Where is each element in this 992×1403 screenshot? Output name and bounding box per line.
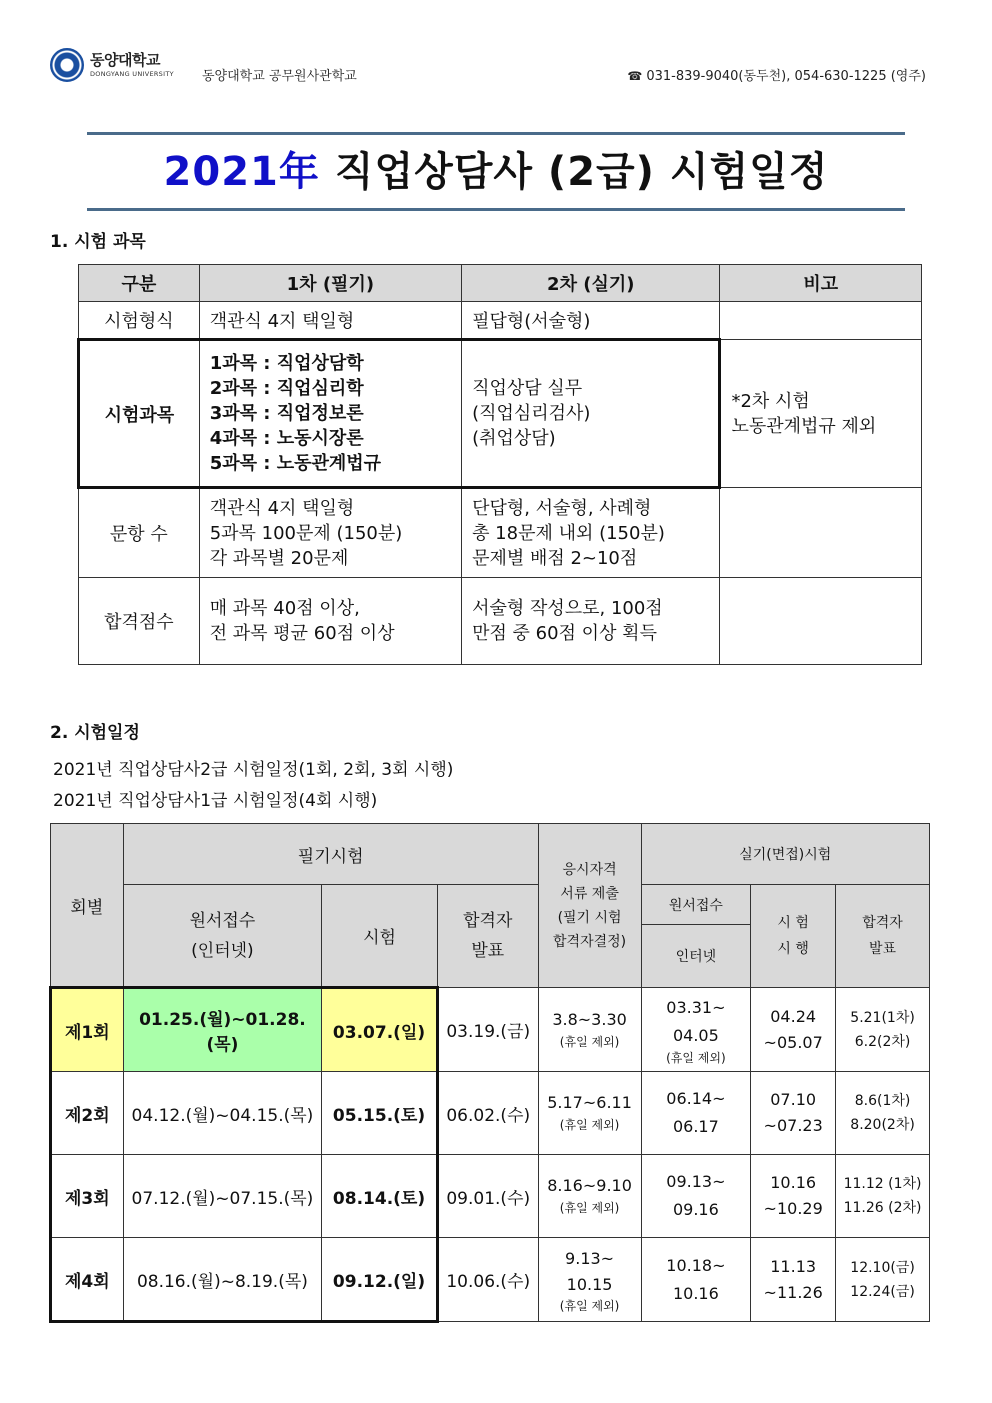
cell-line: 10.18~ [666, 1255, 726, 1275]
subject-list-cell [199, 340, 461, 488]
cell-line: 6.2(2차) [854, 1033, 911, 1050]
cell-note: (휴일 제외) [666, 1050, 726, 1065]
title-bottom-rule [87, 208, 905, 211]
cell-line: 서술형 작성으로, 100점 [472, 598, 663, 619]
pass-cell: 06.02.(수) [437, 1072, 538, 1155]
practical-pass-cell [836, 1155, 930, 1238]
cell-line: ~10.29 [763, 1199, 823, 1218]
first-exam-cell [199, 578, 461, 665]
header-line: 원서접수 [189, 910, 256, 931]
page-title [0, 140, 992, 197]
column-header: 2차 (실기) [462, 265, 720, 302]
table-row [79, 302, 922, 340]
subject-item: 4과목 : 노동시장론 [209, 428, 364, 449]
practical-apply-cell [641, 988, 751, 1072]
cell-line: 각 과목별 20문제 [209, 547, 349, 569]
header-line: 발표 [471, 941, 505, 961]
note-cell [720, 488, 922, 578]
cell-line: 만점 중 60점 이상 획득 [472, 623, 657, 644]
practical-exam-header: 실기(면접)시험 [641, 824, 929, 885]
schedule-note-grade2: 2021년 직업상담사2급 시험일정(1회, 2회, 3회 시행) [53, 760, 454, 780]
cell-line: 06.14~ [666, 1089, 726, 1108]
exam-date-cell: 03.07.(일) [322, 988, 438, 1072]
header-line: 응시자격 [562, 861, 617, 878]
practical-pass-cell [836, 988, 930, 1072]
cell-line: 문제별 배점 2~10점 [472, 547, 638, 569]
subject-item: 1과목 : 직업상담학 [209, 353, 364, 374]
second-exam-cell [462, 578, 720, 665]
cell-line: 04.05 [672, 1025, 719, 1045]
cell-line: 8.20(2차) [850, 1117, 915, 1133]
cell-line: 07.10 [770, 1090, 817, 1109]
header-line: 합격자 [862, 915, 903, 931]
round-cell: 제4회 [51, 1238, 124, 1322]
cell-line: 06.17 [672, 1117, 719, 1136]
apply-cell: 07.12.(월)~07.15.(목) [123, 1155, 321, 1238]
cell-line: 11.13 [770, 1256, 817, 1276]
note-cell [720, 578, 922, 665]
pass-header [437, 885, 538, 988]
cell-line: 09.13~ [666, 1172, 726, 1191]
cell-line: 매 과목 40점 이상, [209, 598, 360, 619]
cell-line: 03.31~ [666, 997, 726, 1017]
round-header: 회별 [51, 824, 124, 988]
practical-exam-cell [751, 1155, 836, 1238]
row-label: 합격점수 [79, 578, 200, 665]
cell-line: 12.10(금) [850, 1259, 915, 1276]
cell-line: 8.6(1차) [854, 1093, 911, 1109]
exam-schedule-table [49, 823, 930, 1323]
header-line: 합격자 [463, 911, 513, 931]
cell-line: 11.12 (1차) [843, 1176, 922, 1192]
cell-note: (휴일 제외) [559, 1118, 620, 1132]
practical-apply-header: 원서접수 [641, 885, 751, 925]
table-header-row [79, 265, 922, 302]
practical-exam-cell [751, 1238, 836, 1322]
cell-line: ~07.23 [763, 1116, 823, 1135]
table-header-row [51, 824, 930, 885]
exam-header: 시험 [322, 885, 438, 988]
subject-item: 2과목 : 직업심리학 [209, 378, 364, 399]
school-name: 동양대학교 공무원사관학교 [202, 69, 357, 84]
table-row [51, 1155, 930, 1238]
practical-exam-cell [751, 988, 836, 1072]
round-cell: 제3회 [51, 1155, 124, 1238]
practical-pass-cell [836, 1072, 930, 1155]
cell-line: 5.21(1차) [850, 1009, 915, 1026]
cell-line: 3.8~3.30 [552, 1009, 627, 1029]
row-label: 시험과목 [79, 340, 200, 488]
pass-cell: 03.19.(금) [437, 988, 538, 1072]
cell-line: 09.16 [672, 1200, 719, 1219]
cell-line: 총 18문제 내외 (150분) [472, 522, 665, 544]
cell-line: ~11.26 [763, 1282, 823, 1302]
cell-line: 5.17~6.11 [547, 1093, 632, 1112]
practical-pass-header [836, 885, 930, 988]
apply-cell: 01.25.(월)~01.28.(목) [123, 988, 321, 1072]
column-header: 구분 [79, 265, 200, 302]
header-line: 시 험 [777, 915, 809, 931]
practical-internet-header: 인터넷 [641, 925, 751, 988]
apply-header [123, 885, 321, 988]
table-row [79, 578, 922, 665]
section1-heading: 1. 시험 과목 [50, 232, 146, 252]
cell-line: 10.15 [566, 1274, 613, 1294]
section2-heading: 2. 시험일정 [50, 723, 140, 743]
exam-date-cell: 05.15.(토) [322, 1072, 438, 1155]
subject-item: 3과목 : 직업정보론 [209, 403, 364, 424]
phone-info [627, 65, 926, 84]
title-year: 2021年 [163, 149, 320, 195]
phone-icon: ☎ [627, 69, 643, 83]
exam-subject-table [77, 264, 922, 665]
table-row [51, 1238, 930, 1322]
pass-cell: 10.06.(수) [437, 1238, 538, 1322]
practical-exam-cell [751, 1072, 836, 1155]
exam-date-cell: 08.14.(토) [322, 1155, 438, 1238]
column-header: 1차 (필기) [199, 265, 461, 302]
cell-line: 10.16 [672, 1283, 719, 1303]
schedule-note-grade1: 2021년 직업상담사1급 시험일정(4회 시행) [53, 791, 378, 811]
round-cell: 제1회 [51, 988, 124, 1072]
header-line: (필기 시험 [557, 909, 622, 926]
docs-cell [538, 1238, 641, 1322]
table-row [51, 1072, 930, 1155]
cell-note: (휴일 제외) [559, 1201, 620, 1215]
practical-exam-header-cell [751, 885, 836, 988]
docs-cell [538, 988, 641, 1072]
exam-date-cell: 09.12.(일) [322, 1238, 438, 1322]
apply-cell: 04.12.(월)~04.15.(목) [123, 1072, 321, 1155]
practical-apply-cell [641, 1238, 751, 1322]
cell-line: 10.16 [770, 1173, 817, 1192]
university-logo [50, 48, 174, 82]
practical-item: (직업심리검사) [472, 403, 591, 424]
header-line: 시 행 [777, 941, 809, 957]
subject-item: 5과목 : 노동관계법규 [209, 453, 382, 474]
logo-english-text: DONGYANG UNIVERSITY [90, 69, 174, 78]
header-line: 발표 [869, 941, 897, 957]
first-exam-cell: 객관식 4지 택일형 [199, 302, 461, 340]
practical-item: (취업상담) [472, 428, 556, 449]
practical-apply-cell [641, 1072, 751, 1155]
second-exam-cell: 필답형(서술형) [462, 302, 720, 340]
note-line: 노동관계법규 제외 [731, 415, 877, 437]
cell-note: (휴일 제외) [559, 1298, 620, 1313]
cell-line: 전 과목 평균 60점 이상 [209, 623, 395, 644]
table-row [51, 988, 930, 1072]
row-label: 시험형식 [79, 302, 200, 340]
pass-cell: 09.01.(수) [437, 1155, 538, 1238]
note-cell [720, 340, 922, 488]
university-emblem-icon [50, 48, 84, 82]
table-row [79, 488, 922, 578]
header-line: 합격자결정) [553, 933, 627, 950]
docs-cell [538, 1155, 641, 1238]
note-line: *2차 시험 [731, 390, 810, 412]
practical-subject-cell [462, 340, 720, 488]
cell-line: 5과목 100문제 (150분) [209, 522, 403, 544]
cell-line: 단답형, 서술형, 사례형 [472, 497, 652, 519]
practical-item: 직업상담 실무 [472, 378, 583, 399]
column-header: 비고 [720, 265, 922, 302]
practical-apply-cell [641, 1155, 751, 1238]
logo-korean-text: 동양대학교 [90, 50, 160, 69]
table-header-row [51, 885, 930, 925]
row-label: 문항 수 [79, 488, 200, 578]
written-exam-header: 필기시험 [123, 824, 538, 885]
cell-line: 11.26 (2차) [843, 1200, 922, 1216]
note-cell [720, 302, 922, 340]
cell-line: 9.13~ [565, 1248, 615, 1268]
cell-line: 객관식 4지 택일형 [209, 497, 355, 519]
header-line: 서류 제출 [560, 885, 619, 902]
apply-cell: 08.16.(월)~8.19.(목) [123, 1238, 321, 1322]
cell-line: ~05.07 [763, 1032, 823, 1052]
phone-numbers: 031-839-9040(동두천), 054-630-1225 (영주) [646, 69, 926, 84]
second-exam-cell [462, 488, 720, 578]
docs-cell [538, 1072, 641, 1155]
practical-pass-cell [836, 1238, 930, 1322]
table-row [79, 340, 922, 488]
cell-line: 8.16~9.10 [547, 1176, 632, 1195]
header-line: (인터넷) [191, 940, 254, 961]
page-header [50, 48, 926, 88]
cell-line: 04.24 [770, 1006, 817, 1026]
title-top-rule [87, 132, 905, 135]
cell-note: (휴일 제외) [559, 1034, 620, 1049]
round-cell: 제2회 [51, 1072, 124, 1155]
title-text: 직업상담사 (2급) 시험일정 [319, 149, 829, 195]
docs-header [538, 824, 641, 988]
cell-line: 12.24(금) [850, 1283, 915, 1300]
first-exam-cell [199, 488, 461, 578]
